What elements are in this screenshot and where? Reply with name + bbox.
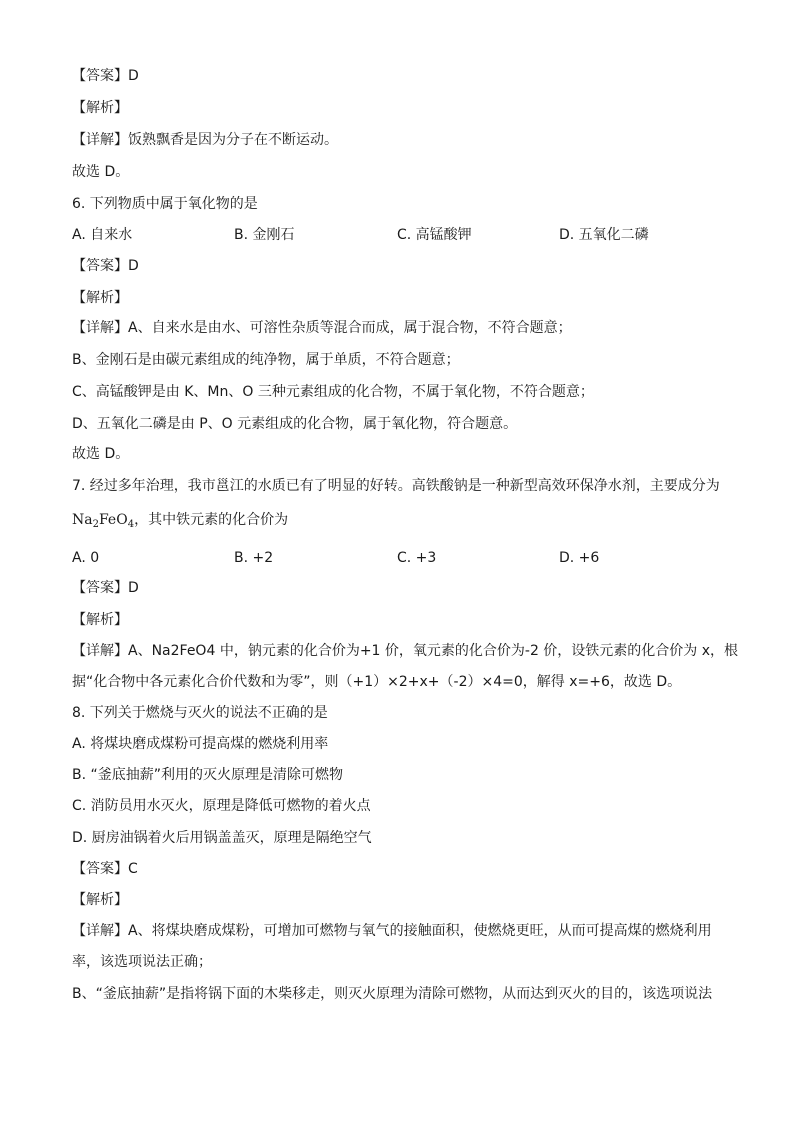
- chemical-formula: [72, 512, 134, 528]
- q5-detail: 【详解】饭熟飘香是因为分子在不断运动。: [72, 132, 338, 148]
- q8-answer: 【答案】C: [72, 861, 138, 877]
- q7-option-c: C. +3: [397, 550, 437, 566]
- q8-detail-line: 率，该选项说法正确；: [72, 954, 212, 970]
- q7-option-a: A. 0: [72, 550, 100, 566]
- q8-option-a: A. 将煤块磨成煤粉可提高煤的燃烧利用率: [72, 736, 329, 752]
- q6-analysis-heading: 【解析】: [72, 290, 128, 306]
- formula-na-subscript: 2: [92, 519, 99, 530]
- q8-question: 8. 下列关于燃烧与灭火的说法不正确的是: [72, 705, 328, 721]
- q8-option-c: C. 消防员用水灭火，原理是降低可燃物的着火点: [72, 798, 371, 814]
- q7-analysis-heading: 【解析】: [72, 612, 128, 628]
- q8-option-d: D. 厨房油锅着火后用锅盖盖灭，原理是隔绝空气: [72, 830, 372, 846]
- q7-option-b: B. +2: [234, 550, 274, 566]
- q8-analysis-heading: 【解析】: [72, 892, 128, 908]
- formula-o-subscript: 4: [127, 519, 135, 530]
- q7-detail-line: 【详解】A、Na2FeO4 中，钠元素的化合价为+1 价，氧元素的化合价为-2 价，设铁元素的化合价为 x，根: [72, 643, 739, 659]
- formula-feo: FeO: [98, 512, 128, 528]
- q6-detail-line: B、金刚石是由碳元素组成的纯净物，属于单质，不符合题意；: [72, 352, 460, 368]
- q7-question-line1: 7. 经过多年治理，我市邕江的水质已有了明显的好转。高铁酸钠是一种新型高效环保净水剂，主要成分为: [72, 478, 720, 494]
- q6-option-b: B. 金刚石: [234, 227, 295, 243]
- formula-na: Na: [72, 512, 93, 528]
- q6-question: 6. 下列物质中属于氧化物的是: [72, 196, 258, 212]
- q6-answer: 【答案】D: [72, 258, 139, 274]
- q6-detail-line: D、五氧化二磷是由 P、O 元素组成的化合物，属于氧化物，符合题意。: [72, 416, 518, 432]
- q5-answer: 【答案】D: [72, 68, 139, 84]
- q6-option-d: D. 五氧化二磷: [559, 227, 649, 243]
- q6-detail-line: 【详解】A、自来水是由水、可溶性杂质等混合而成，属于混合物，不符合题意；: [72, 320, 572, 336]
- q6-detail-line: C、高锰酸钾是由 K、Mn、O 三种元素组成的化合物，不属于氧化物，不符合题意；: [72, 384, 594, 400]
- q6-option-c: C. 高锰酸钾: [397, 227, 472, 243]
- q5-analysis-heading: 【解析】: [72, 100, 128, 116]
- q6-conclusion: 故选 D。: [72, 446, 130, 462]
- q5-conclusion: 故选 D。: [72, 164, 130, 180]
- q7-option-d: D. +6: [559, 550, 600, 566]
- q8-detail-line: B、“釜底抽薪”是指将锅下面的木柴移走，则灭火原理为清除可燃物，从而达到灭火的目的，该选项说法: [72, 986, 713, 1002]
- q7-question-tail: ，其中铁元素的化合价为: [134, 512, 289, 528]
- q8-option-b: B. “釜底抽薪”利用的灭火原理是清除可燃物: [72, 767, 344, 783]
- q7-answer: 【答案】D: [72, 580, 139, 596]
- q7-detail-line: 据“化合物中各元素化合价代数和为零”，则（+1）×2+x+（-2）×4=0，解得 x=+6，故选 D。: [72, 674, 682, 690]
- q6-option-a: A. 自来水: [72, 227, 133, 243]
- q8-detail-line: 【详解】A、将煤块磨成煤粉，可增加可燃物与氧气的接触面积，使燃烧更旺，从而可提高煤的燃烧利用: [72, 923, 712, 939]
- q7-question-line2: [72, 510, 288, 535]
